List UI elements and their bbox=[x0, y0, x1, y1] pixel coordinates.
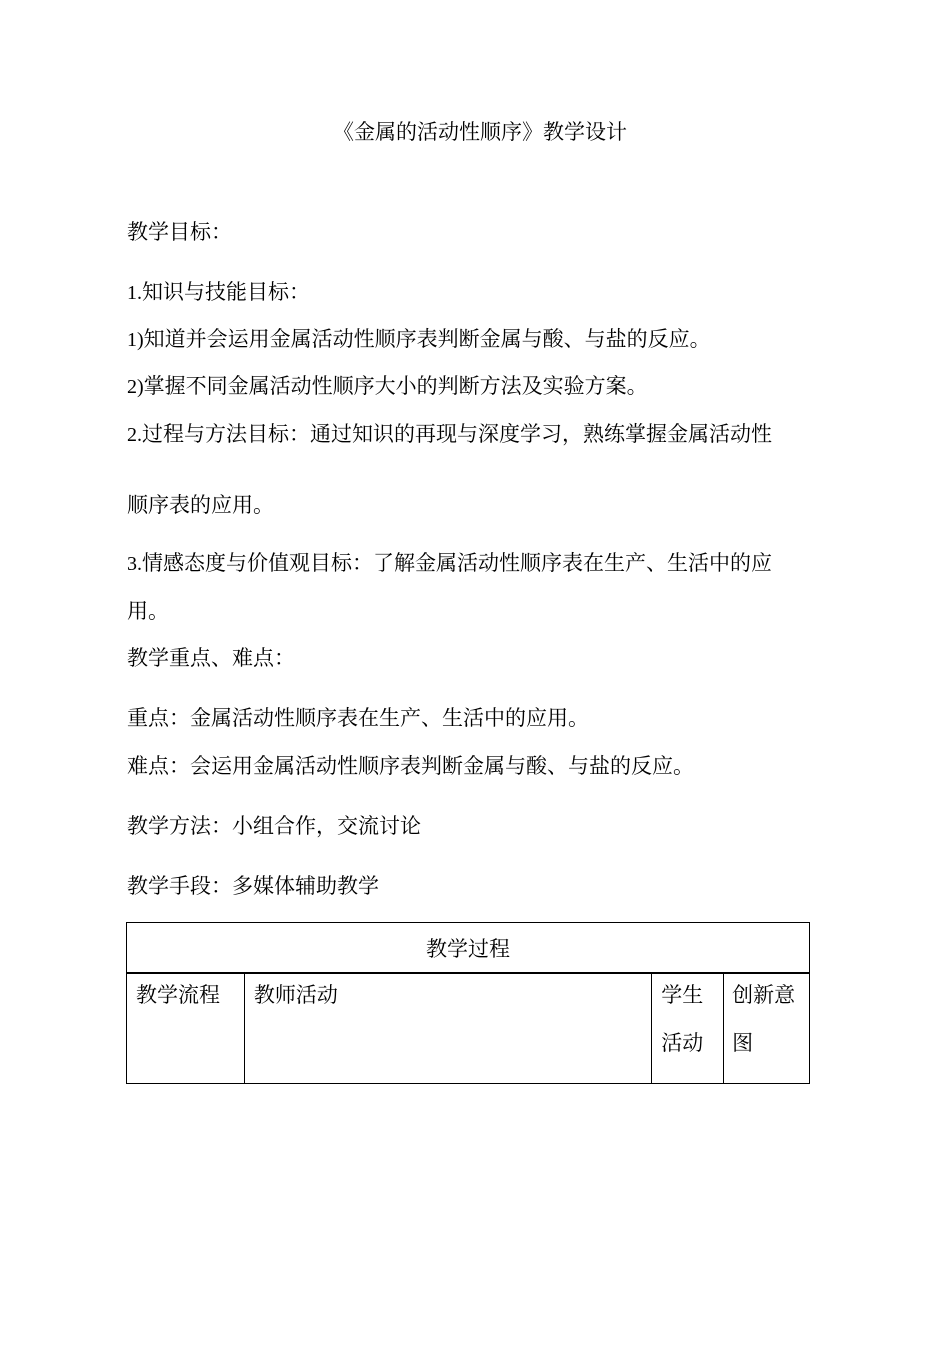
goal-3-continuation: 用。 bbox=[127, 599, 169, 623]
goal-1a-number: 1) bbox=[127, 329, 144, 351]
column-teacher-activity-label: 教师活动 bbox=[253, 983, 338, 1007]
column-student-activity-label: 学生活动 bbox=[661, 983, 704, 1055]
goal-1b bbox=[127, 372, 648, 401]
key-heading: 教学重点、难点： bbox=[127, 646, 295, 670]
column-teacher-activity bbox=[244, 973, 651, 1084]
goal-1b-number: 2) bbox=[127, 376, 144, 398]
teaching-process-table bbox=[126, 922, 810, 1084]
goal-1a bbox=[127, 325, 711, 354]
goal-2-text: 过程与方法目标：通过知识的再现与深度学习，熟练掌握金属活动性 bbox=[142, 422, 772, 446]
column-innovation-intent bbox=[724, 973, 810, 1084]
column-process bbox=[127, 973, 245, 1084]
goal-3-text: 情感态度与价值观目标：了解金属活动性顺序表在生产、生活中的应 bbox=[142, 551, 772, 575]
goal-2-continuation: 顺序表的应用。 bbox=[127, 493, 274, 517]
document-title: 《金属的活动性顺序》教学设计 bbox=[333, 120, 627, 144]
difficult-point: 难点：会运用金属活动性顺序表判断金属与酸、与盐的反应。 bbox=[127, 754, 694, 778]
goals-heading: 教学目标： bbox=[127, 220, 232, 244]
goal-2-number: 2. bbox=[127, 424, 142, 446]
column-process-label: 教学流程 bbox=[136, 983, 220, 1007]
goal-3 bbox=[127, 549, 772, 578]
goal-1b-text: 掌握不同金属活动性顺序大小的判断方法及实验方案。 bbox=[143, 374, 648, 398]
goal-1 bbox=[127, 278, 310, 307]
teaching-method: 教学方法：小组合作，交流讨论 bbox=[127, 814, 421, 838]
goal-3-number: 3. bbox=[127, 553, 142, 575]
goal-1-label: 知识与技能目标： bbox=[142, 280, 310, 304]
table-header-row bbox=[127, 923, 810, 974]
key-point: 重点：金属活动性顺序表在生产、生活中的应用。 bbox=[127, 706, 589, 730]
teaching-means: 教学手段：多媒体辅助教学 bbox=[127, 874, 379, 898]
table-row bbox=[127, 973, 810, 1084]
column-innovation-intent-label: 创新意图 bbox=[732, 983, 796, 1055]
goal-1a-text: 知道并会运用金属活动性顺序表判断金属与酸、与盐的反应。 bbox=[143, 327, 711, 351]
goal-1-number: 1. bbox=[127, 282, 142, 304]
column-student-activity bbox=[652, 973, 724, 1084]
table-header-cell: 教学过程 bbox=[127, 923, 810, 974]
goal-2 bbox=[127, 420, 772, 449]
